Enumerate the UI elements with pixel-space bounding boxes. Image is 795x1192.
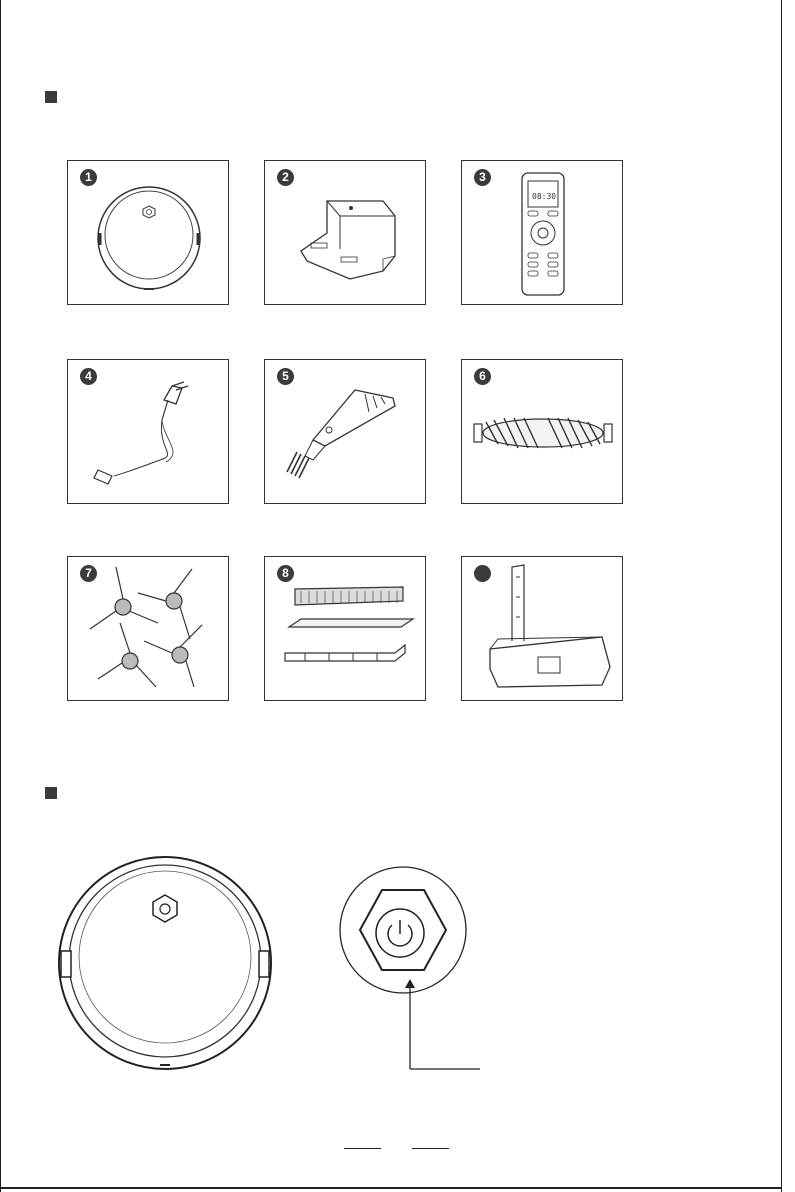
accessory-number: 8 [277,565,294,582]
accessory-number: 3 [474,169,491,186]
accessory-number: 1 [80,169,97,186]
accessory-number: 4 [80,368,97,385]
footer-line-right [412,1148,449,1149]
accessory-number: 6 [474,368,491,385]
accessory-card-3 [461,160,623,305]
page-frame-right [781,0,782,1192]
accessory-card-8 [264,556,426,701]
accessory-number: 7 [80,565,97,582]
accessory-card-4 [67,359,229,504]
page-frame-left [0,0,1,1192]
section-marker-product-diagram [45,787,57,799]
accessory-card-7 [67,556,229,701]
accessory-number: 5 [277,368,294,385]
accessory-number: 2 [277,169,294,186]
accessory-card-5 [264,359,426,504]
accessory-card-6 [461,359,623,504]
robot-top-view-icon [58,855,274,1071]
page-frame-bottom [0,1187,782,1189]
accessory-card-9 [461,556,623,701]
accessory-card-1 [67,160,229,305]
accessory-card-2 [264,160,426,305]
pointer-arrow-icon [398,976,484,1072]
accessory-number [474,565,491,582]
remote-display-time: 08:30 [532,192,557,201]
footer-line-left [344,1148,381,1149]
section-marker-accessories [45,91,57,103]
